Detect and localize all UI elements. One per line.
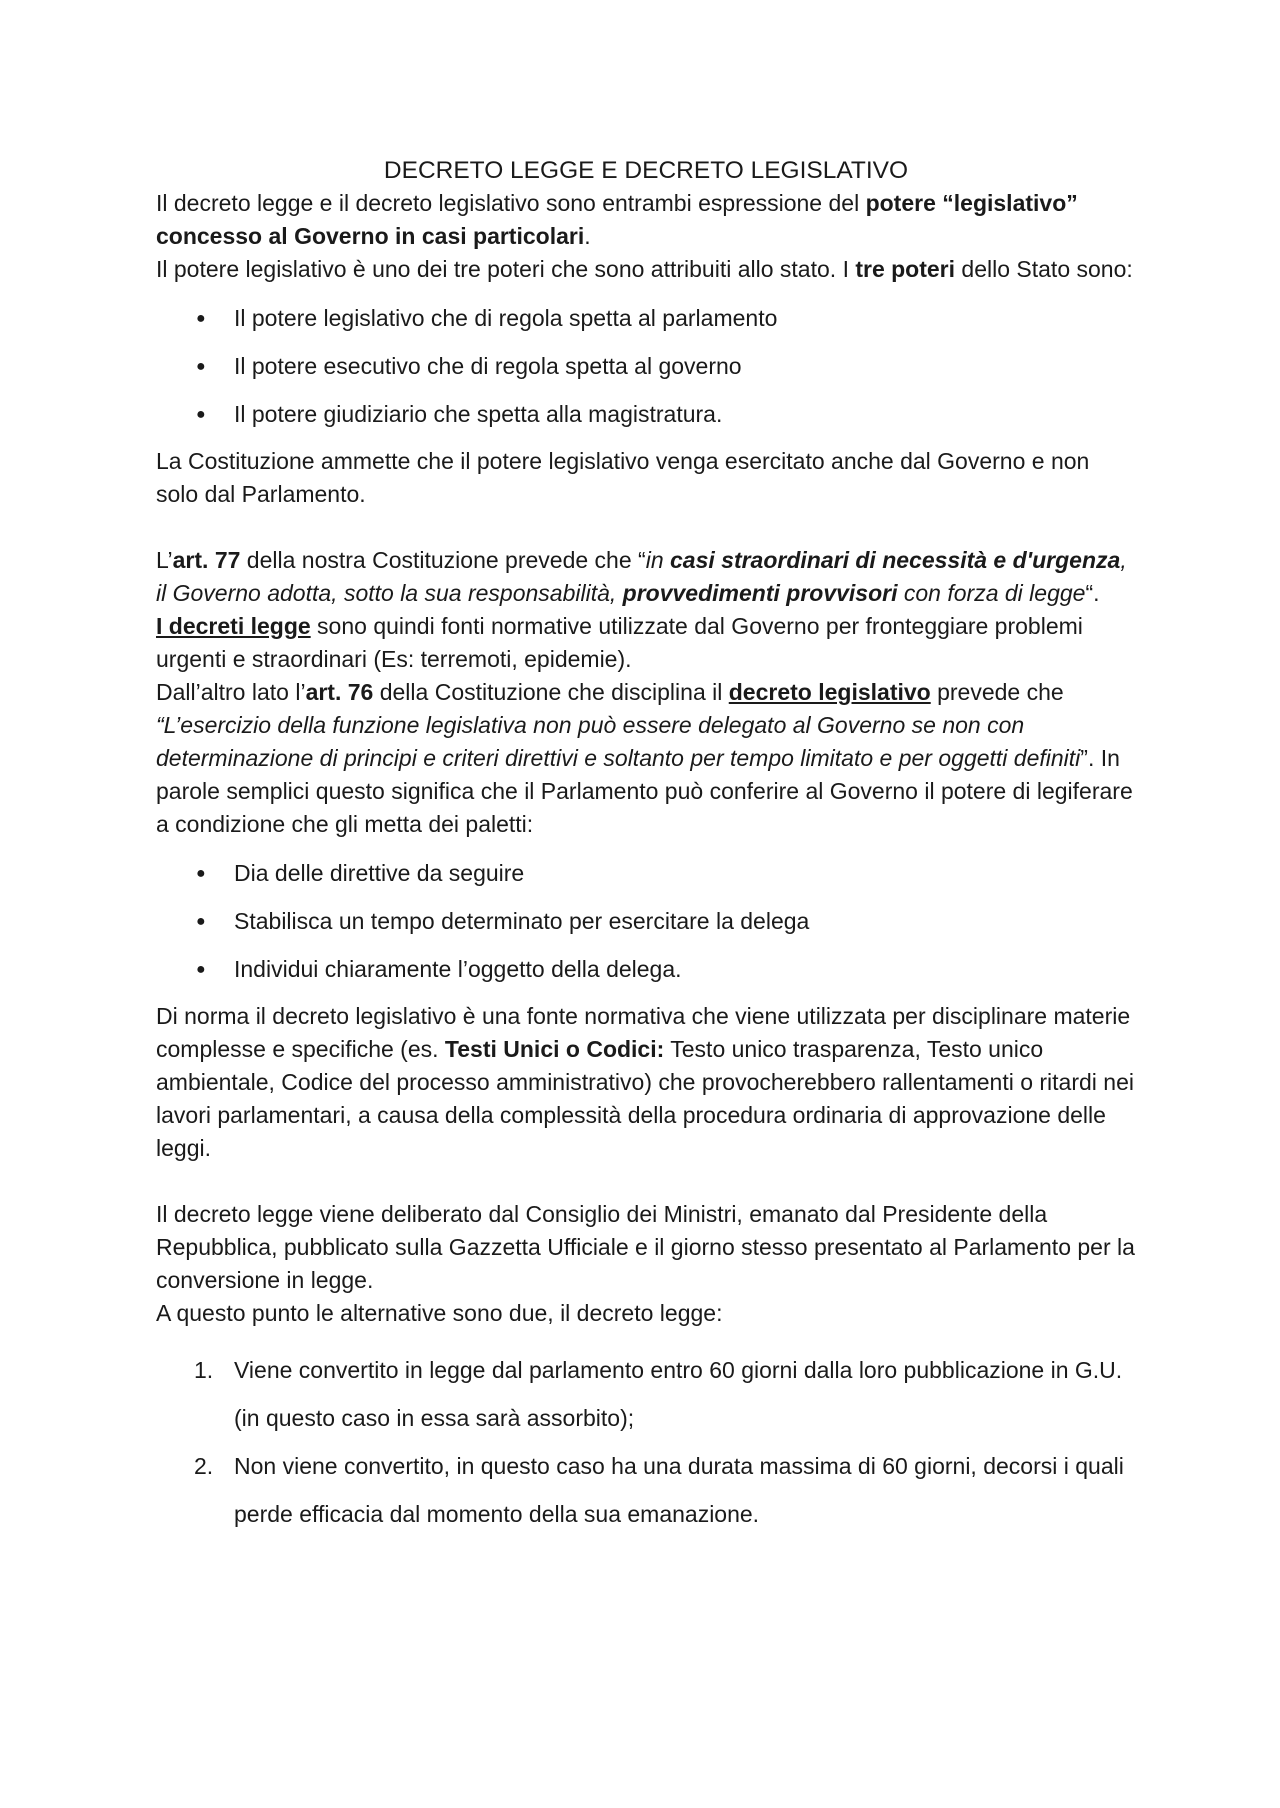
list-number: 2. (194, 1453, 214, 1479)
bullet-icon: ● (196, 961, 206, 978)
text-span: Il decreto legge e il decreto legislativo sono entrambi espressione del (156, 190, 866, 216)
list-item (156, 857, 1136, 890)
list-item-text: Non viene convertito, in questo caso ha una durata massima di 60 giorni, decorsi i quali perde efficacia dal momento della sua emanazione. (234, 1453, 1124, 1527)
list-item-text: Il potere giudiziario che spetta alla magistratura. (234, 401, 723, 427)
paragraph-intro (156, 187, 1136, 253)
paragraph-art77 (156, 544, 1136, 610)
list-item-text: Il potere esecutivo che di regola spetta al governo (234, 353, 742, 379)
delega-list (156, 857, 1136, 986)
paragraph-three-powers (156, 253, 1136, 286)
paragraph-gap (156, 511, 1136, 544)
paragraph-art76 (156, 676, 1136, 841)
text-span: della nostra Costituzione prevede che “ (240, 547, 646, 573)
bullet-icon: ● (196, 406, 206, 423)
bullet-icon: ● (196, 310, 206, 327)
text-span: Dall’altro lato l’ (156, 679, 306, 705)
paragraph-decreti-legge (156, 610, 1136, 676)
list-item (156, 398, 1136, 431)
italic-span: con forza di legge (897, 580, 1086, 606)
list-item (156, 905, 1136, 938)
text-span: Di norma il decreto legislativo è una fonte normativa che viene utilizzata per disciplinare materie complesse e specifiche (es. (156, 1003, 1131, 1062)
bold-span: Testi Unici o Codici: (444, 1036, 665, 1062)
list-item-text: Dia delle direttive da seguire (234, 860, 525, 886)
bold-span: potere “legislativo” concesso al Governo in casi particolari (156, 190, 1078, 249)
powers-list (156, 302, 1136, 431)
text-span: L’ (156, 547, 173, 573)
list-item (156, 1442, 1136, 1538)
text-span: . (584, 223, 591, 249)
alternatives-list (156, 1346, 1136, 1538)
list-item-text: Il potere legislativo che di regola spetta al parlamento (234, 305, 778, 331)
list-item-text: Individui chiaramente l’oggetto della delega. (234, 956, 682, 982)
paragraph-testi-unici (156, 1000, 1136, 1165)
paragraph-constitution: La Costituzione ammette che il potere legislativo venga esercitato anche dal Governo e non solo dal Parlamento. (156, 448, 1090, 507)
list-number: 1. (194, 1357, 214, 1383)
text-span: della Costituzione che disciplina il (373, 679, 729, 705)
text-span: dello Stato sono: (955, 256, 1133, 282)
text-span: prevede che (930, 679, 1064, 705)
italic-span: “L’esercizio della funzione legislativa non può essere delegato al Governo se non con determinazione di principi e criteri direttivi e soltanto per tempo limitato e per oggetti definiti (156, 712, 1081, 771)
text-span: Testo unico trasparenza, Testo unico ambientale, Codice del processo amministrativo) che provocherebbero rallentamenti o ritardi nei lavori parlamentari, a causa della complessità della procedura ordinaria di approvazione delle leggi. (156, 1036, 1134, 1161)
paragraph-gap (156, 1165, 1136, 1198)
bold-underline-span: decreto legislativo (728, 679, 931, 705)
list-item-text: Viene convertito in legge dal parlamento entro 60 giorni dalla loro pubblicazione in G.U. (in questo caso in essa sarà assorbito); (234, 1357, 1123, 1431)
list-item (156, 302, 1136, 335)
bullet-icon: ● (196, 865, 206, 882)
bold-span: tre poteri (855, 256, 956, 282)
bold-italic-span: casi straordinari di necessità e d'urgenza (670, 547, 1121, 573)
bullet-icon: ● (196, 358, 206, 375)
bold-italic-span: provvedimenti provvisori (622, 580, 898, 606)
italic-span: in (645, 547, 670, 573)
list-item (156, 953, 1136, 986)
document-title: DECRETO LEGGE E DECRETO LEGISLATIVO (383, 157, 909, 184)
paragraph-procedure: Il decreto legge viene deliberato dal Consiglio dei Ministri, emanato dal Presidente della Repubblica, pubblicato sulla Gazzetta Ufficiale e il giorno stesso presentato al Parlamento per la conversione in legge. (156, 1201, 1135, 1293)
text-span: ”. In parole semplici questo significa che il Parlamento può conferire al Governo il potere di legiferare a condizione che gli metta dei paletti: (156, 745, 1133, 837)
document-page (156, 154, 1136, 1538)
text-span: “. (1085, 580, 1100, 606)
text-span: sono quindi fonti normative utilizzate dal Governo per fronteggiare problemi urgenti e straordinari (Es: terremoti, epidemie). (156, 613, 1083, 672)
bullet-icon: ● (196, 913, 206, 930)
text-span: Il potere legislativo è uno dei tre poteri che sono attribuiti allo stato. I (156, 256, 856, 282)
italic-span: , il Governo adotta, sotto la sua responsabilità, (156, 547, 1127, 606)
list-item-text: Stabilisca un tempo determinato per esercitare la delega (234, 908, 810, 934)
list-item (156, 350, 1136, 383)
paragraph-alternatives: A questo punto le alternative sono due, il decreto legge: (156, 1300, 723, 1326)
bold-span: art. 76 (305, 679, 374, 705)
list-item (156, 1346, 1136, 1442)
bold-span: art. 77 (172, 547, 241, 573)
bold-underline-span: I decreti legge (156, 613, 311, 639)
